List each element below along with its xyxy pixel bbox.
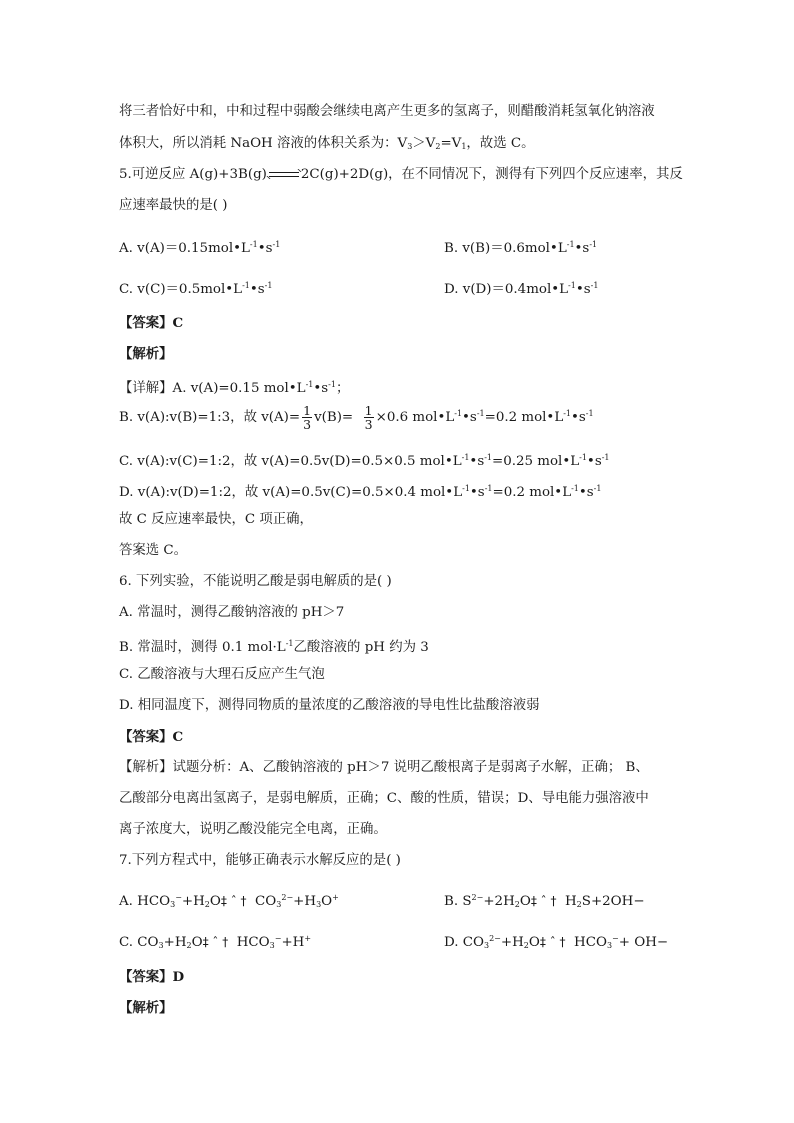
- q5-option-a: A. $v(A)=0.15mol•L^{-1}•s^{-1}$: [119, 240, 281, 256]
- q7-analysis-title: 【解析】: [119, 1000, 173, 1016]
- q5-answer: 【答案】C: [119, 315, 184, 331]
- q6-answer: 【答案】C: [119, 729, 184, 745]
- equilibrium-arrow-icon: [269, 170, 299, 180]
- fraction-one-third: $\frac{1}{3}$: [364, 403, 373, 432]
- q7-option-c: C. $CO_3+H_2O\ddagger$ ˆ † $HCO_3^-+H^+$: [119, 934, 312, 950]
- q5-stem-line-1: 5.可逆反应 A(g)+3B(g) 2C(g)+2D(g)，在不同情况下，测得有下列四个反应速率，其反: [119, 167, 683, 182]
- q5-option-d: D. $v(D)=0.4mol•L^{-1}•s^{-1}$: [444, 281, 599, 297]
- q5-conclusion: 故 C 反应速率最快，C 项正确，: [119, 512, 313, 527]
- q5-detail-a: 【详解】A. v(A)=0.15 $mol•L^{-1}•s^{-1}$；: [119, 380, 350, 396]
- fraction-one-third: $\frac{1}{3}$: [303, 403, 312, 432]
- q6-option-b: B. 常温时，测得 0.1 $mol\cdot L^{-1}$乙酸溶液的 pH 约为 3: [119, 639, 429, 655]
- q5-option-c: C. $v(C)=0.5mol•L^{-1}•s^{-1}$: [119, 281, 273, 297]
- equilibrium-glyph: ‡ ˆ †: [220, 894, 247, 908]
- q7-answer: 【答案】D: [119, 969, 185, 985]
- q7-option-b: B. $S^{2-}+2H_2O\ddagger$ ˆ † $H_2S+2OH-$: [444, 893, 645, 909]
- q7-option-d: D. $CO_3^{2-}+H_2O\ddagger$ ˆ † $HCO_3^-+ OH-$: [444, 934, 669, 950]
- equilibrium-glyph: ‡ ˆ †: [202, 935, 229, 949]
- q5-detail-c: C. v(A):v(C)=1:2，故 v(A)=0.5v(D)=0.5×0.5 $mol•L^{-1}•s^{-1}=0.25$ $mol•L^{-1}•s^{-1}$: [119, 453, 610, 469]
- para-line-1: 将三者恰好中和，中和过程中弱酸会继续电离产生更多的氢离子，则醋酸消耗氢氧化钠溶液: [119, 104, 655, 119]
- q5-option-b: B. $v(B)=0.6mol•L^{-1}•s^{-1}$: [444, 240, 598, 256]
- q6-analysis-line-2: 乙酸部分电离出氢离子，是弱电解质，正确；C、酸的性质，错误；D、导电能力强溶液中: [119, 791, 649, 806]
- equilibrium-glyph: ‡ ˆ †: [539, 935, 566, 949]
- q6-option-d: D. 相同温度下，测得同物质的量浓度的乙酸溶液的导电性比盐酸溶液弱: [119, 698, 540, 713]
- q6-option-c: C. 乙酸溶液与大理石反应产生气泡: [119, 667, 325, 682]
- q5-final: 答案选 C。: [119, 543, 188, 558]
- q5-detail-b: B. v(A):v(B)=1:3，故 v(A)= $\frac{1}{3}$ v(B)= $\frac{1}{3}$ ×0.6 $mol•L^{-1}•s^{-1}=0.2$ $mol•L^{-1}•s^{-1}$: [119, 403, 594, 432]
- q5-analysis-title: 【解析】: [119, 346, 173, 362]
- q6-stem: 6. 下列实验，不能说明乙酸是弱电解质的是( ): [119, 574, 392, 589]
- q7-option-a: A. $HCO_3^-+H_2O\ddagger$ ˆ † $CO_3^{2-}+H_3O^+$: [119, 893, 339, 909]
- equilibrium-glyph: ‡ ˆ †: [530, 894, 557, 908]
- q6-analysis-line-1: 【解析】试题分析：A、乙酸钠溶液的 pH＞7 说明乙酸根离子是弱离子水解，正确； B、: [119, 760, 649, 775]
- q5-detail-d: D. v(A):v(D)=1:2，故 v(A)=0.5v(C)=0.5×0.4 $mol•L^{-1}•s^{-1}=0.2$ $mol•L^{-1}•s^{-1}$: [119, 484, 602, 500]
- q6-analysis-line-3: 离子浓度大，说明乙酸没能完全电离，正确。: [119, 822, 387, 837]
- q5-stem-line-2: 应速率最快的是( ): [119, 198, 228, 213]
- q6-option-a: A. 常温时，测得乙酸钠溶液的 pH＞7: [119, 605, 345, 620]
- q7-stem: 7.下列方程式中，能够正确表示水解反应的是( ): [119, 853, 401, 868]
- para-line-2: 体积大，所以消耗 NaOH 溶液的体积关系为：$V_3>V_2=V_1$，故选 C。: [119, 136, 535, 151]
